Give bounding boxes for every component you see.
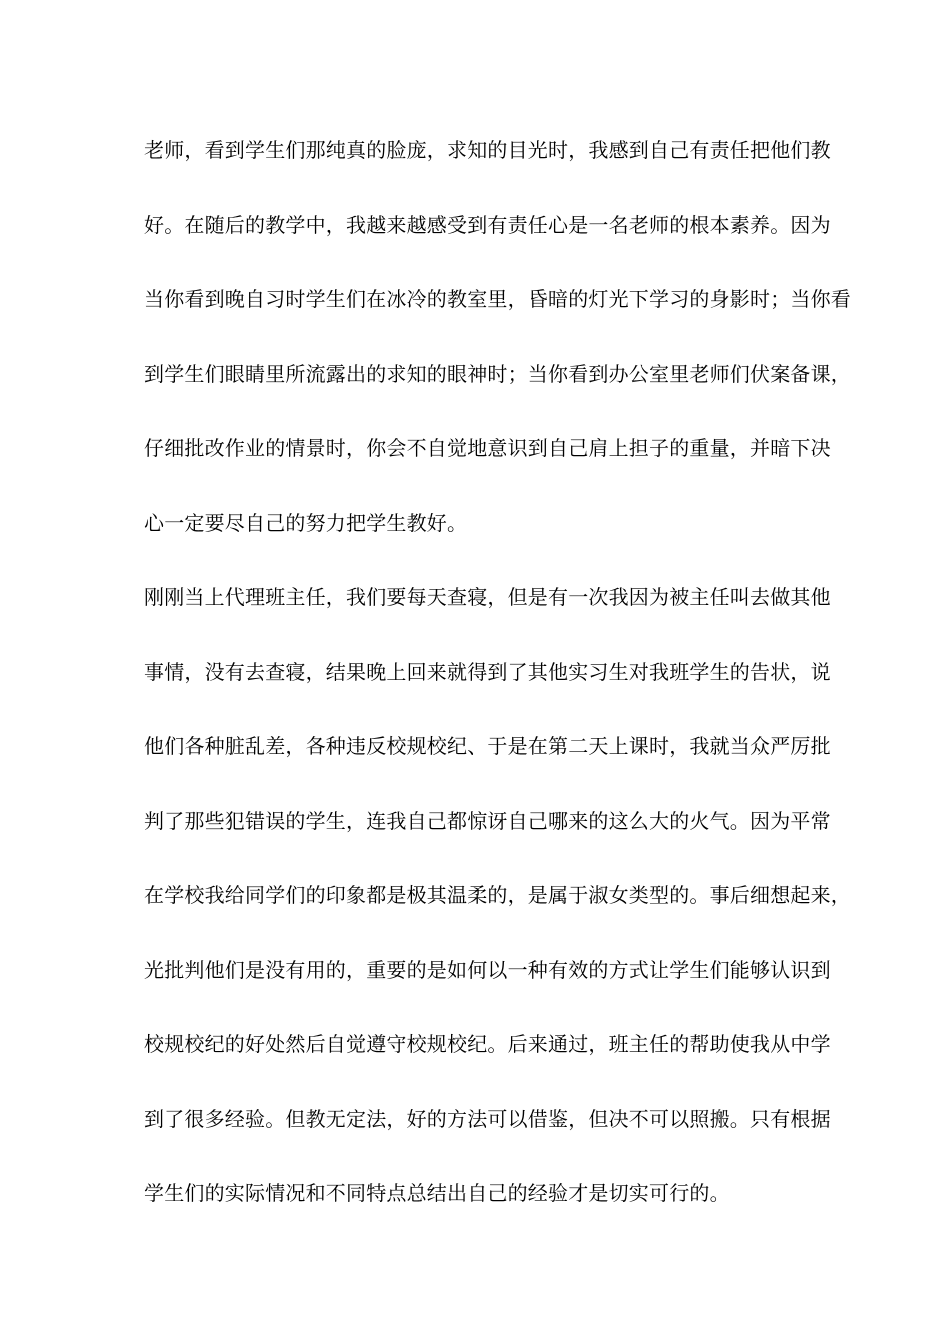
text-line: 校规校纪的好处然后自觉遵守校规校纪。后来通过，班主任的帮助使我从中学 <box>144 1032 831 1056</box>
document-body <box>144 128 851 1246</box>
text-line: 心一定要尽自己的努力把学生教好。 <box>144 510 468 535</box>
text-line: 判了那些犯错误的学生，连我自己都惊讶自己哪来的这么大的火气。因为平常 <box>144 808 831 833</box>
text-line: 当你看到晚自习时学生们在冰冷的教室里，昏暗的灯光下学习的身影时；当你看 <box>144 287 851 311</box>
text-line: 学生们的实际情况和不同特点总结出自己的经验才是切实可行的。 <box>144 1181 730 1205</box>
text-line: 光批判他们是没有用的，重要的是如何以一种有效的方式让学生们能够认识到 <box>144 957 831 982</box>
text-line: 他们各种脏乱差，各种违反校规校纪、于是在第二天上课时，我就当众严厉批 <box>144 734 831 758</box>
text-line: 事情，没有去查寝，结果晚上回来就得到了其他实习生对我班学生的告状，说 <box>144 659 831 684</box>
text-line: 老师，看到学生们那纯真的脸庞，求知的目光时，我感到自己有责任把他们教 <box>144 138 831 162</box>
text-line: 好。在随后的教学中，我越来越感受到有责任心是一名老师的根本素养。因为 <box>144 212 831 237</box>
text-line: 到了很多经验。但教无定法，好的方法可以借鉴，但决不可以照搬。只有根据 <box>144 1106 831 1131</box>
text-line: 仔细批改作业的情景时，你会不自觉地意识到自己肩上担子的重量，并暗下决 <box>144 436 831 460</box>
text-line: 到学生们眼睛里所流露出的求知的眼神时；当你看到办公室里老师们伏案备课， <box>144 361 851 386</box>
text-line: 在学校我给同学们的印象都是极其温柔的，是属于淑女类型的。事后细想起来， <box>144 883 851 907</box>
text-line: 刚刚当上代理班主任，我们要每天查寝，但是有一次我因为被主任叫去做其他 <box>144 585 831 609</box>
